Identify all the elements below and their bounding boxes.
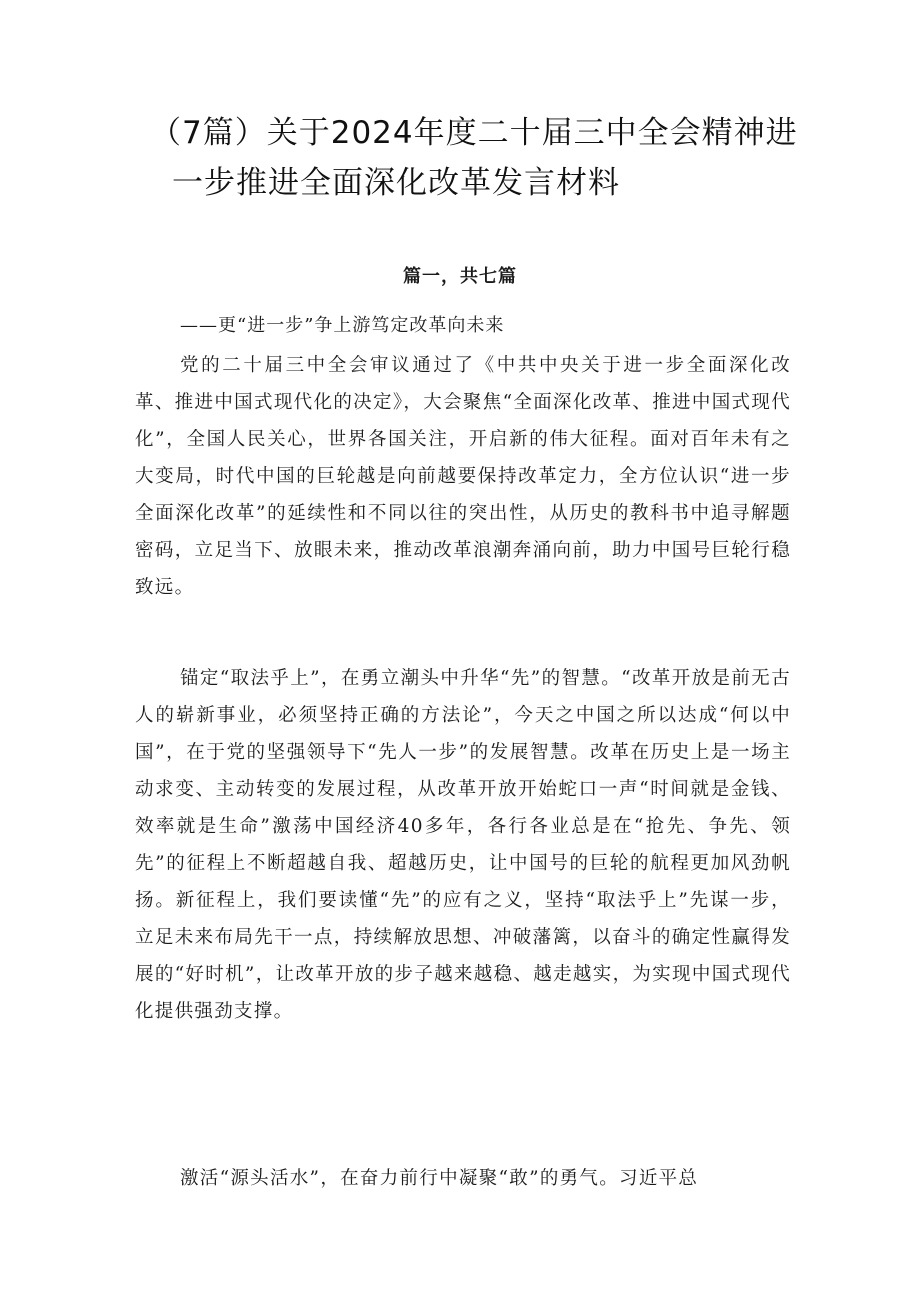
document-title — [150, 108, 810, 208]
body-paragraph-1: 党的二十届三中全会审议通过了《中共中央关于进一步全面深化改革、推进中国式现代化的决定》，大会聚焦“全面深化改革、推进中国式现代化”，全国人民关心，世界各国关注，开启新的伟大征程。面对百年未有之大变局，时代中国的巨轮越是向前越要保持改革定力，全方位认识“进一步全面深化改革”的延续性和不同以往的突出性，从历史的教科书中追寻解题密码，立足当下、放眼未来，推动改革浪潮奔涌向前，助力中国号巨轮行稳致远。 — [135, 355, 791, 598]
section-subtitle: ——更“进一步”争上游笃定改革向未来 — [180, 315, 505, 336]
body-paragraph-2: 锚定“取法乎上”，在勇立潮头中升华“先”的智慧。“改革开放是前无古人的崭新事业，必须坚持正确的方法论”，今天之中国之所以达成“何以中国”，在于党的坚强领导下“先人一步”的发展智慧。改革在历史上是一场主动求变、主动转变的发展过程，从改革开放开始蛇口一声“时间就是金钱、效率就是生命”激荡中国经济40多年，各行各业总是在“抢先、争先、领先”的征程上不断超越自我、超越历史，让中国号的巨轮的航程更加风劲帆扬。新征程上，我们要读懂“先”的应有之义，坚持“取法乎上”先谋一步，立足未来布局先干一点，持续解放思想、冲破藩篱，以奋斗的确定性赢得发展的“好时机”，让改革开放的步子越来越稳、越走越实，为实现中国式现代化提供强劲支撑。 — [135, 668, 791, 1022]
body-paragraph-3: 激活“源头活水”，在奋力前行中凝聚“敢”的勇气。习近平总 — [180, 1168, 699, 1189]
section-heading: 篇一，共七篇 — [403, 266, 517, 287]
document-title-line-2: 一步推进全面深化改革发言材料 — [172, 165, 620, 201]
document-title-line-1: （7篇）关于2024年度二十届三中全会精神进 — [150, 115, 798, 151]
